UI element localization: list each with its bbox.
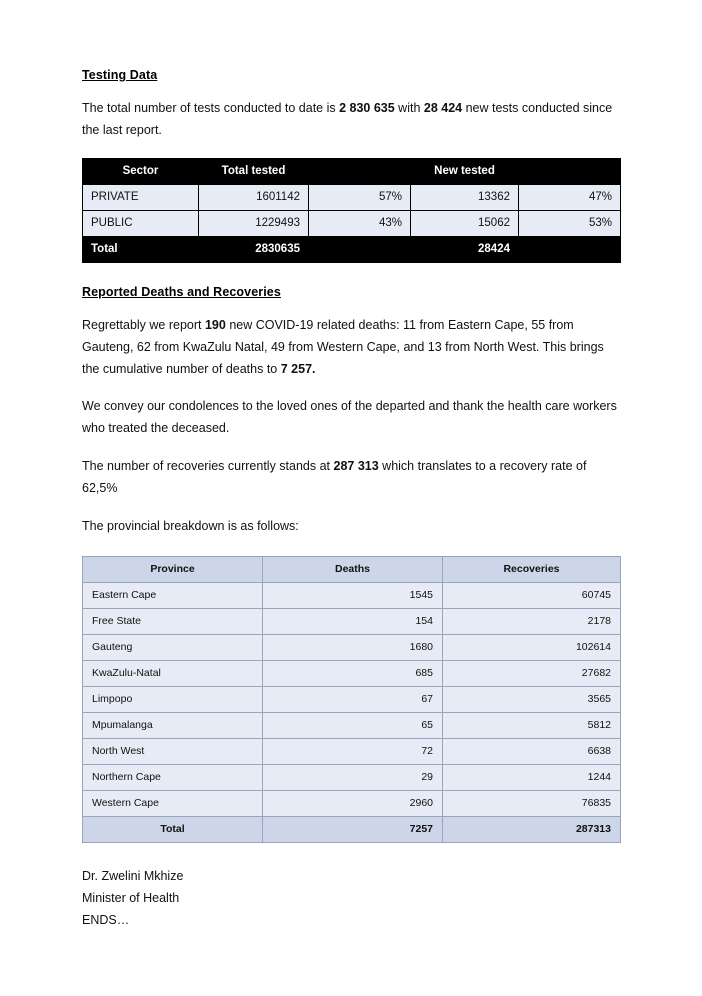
testing-data-table [82, 158, 621, 263]
cell-deaths: 2960 [263, 790, 443, 816]
deaths-paragraph [82, 315, 620, 381]
testing-data-heading: Testing Data [82, 68, 158, 82]
table-row [83, 686, 621, 712]
cell-total-pct: 57% [309, 184, 411, 210]
cell-total-label: Total [83, 816, 263, 842]
cell-recoveries: 60745 [443, 582, 621, 608]
table-row [83, 184, 621, 210]
deaths-recoveries-heading: Reported Deaths and Recoveries [82, 284, 281, 299]
cell-recoveries: 5812 [443, 712, 621, 738]
cell-deaths: 685 [263, 660, 443, 686]
cell-new-tested-sum: 28424 [411, 236, 519, 262]
cell-deaths: 67 [263, 686, 443, 712]
cell-total-tested: 1601142 [199, 184, 309, 210]
table-row [83, 764, 621, 790]
table-row [83, 738, 621, 764]
cell-recoveries: 1244 [443, 764, 621, 790]
table-header-row [83, 158, 621, 184]
condolences-paragraph: We convey our condolences to the loved ones of the departed and thank the health care workers who treated the deceased. [82, 399, 617, 436]
provincial-breakdown-paragraph: The provincial breakdown is as follows: [82, 518, 299, 533]
cell-province: Gauteng [83, 634, 263, 660]
header-sector: Sector [83, 158, 199, 184]
cell-recoveries: 102614 [443, 634, 621, 660]
cell-province: Mpumalanga [83, 712, 263, 738]
table-row [83, 608, 621, 634]
table-row [83, 634, 621, 660]
provincial-breakdown-table [82, 556, 621, 843]
new-deaths-value: 190 [204, 317, 226, 332]
header-total-tested: Total tested [199, 158, 309, 184]
cell-total-tested: 1229493 [199, 210, 309, 236]
cell-province: KwaZulu-Natal [83, 660, 263, 686]
cell-new-tested: 15062 [411, 210, 519, 236]
cell-province: North West [83, 738, 263, 764]
cell-province: Free State [83, 608, 263, 634]
table-header-row [83, 556, 621, 582]
total-tests-value: 2 830 635 [339, 101, 395, 115]
cell-province: Limpopo [83, 686, 263, 712]
cell-recoveries: 76835 [443, 790, 621, 816]
cell-new-tested: 13362 [411, 184, 519, 210]
recoveries-paragraph [82, 456, 620, 500]
deaths-prefix: Regrettably we report [82, 317, 205, 332]
cell-recoveries: 6638 [443, 738, 621, 764]
cell-province: Northern Cape [83, 764, 263, 790]
table-row [83, 582, 621, 608]
new-tests-value: 28 424 [423, 101, 463, 115]
cell-total-deaths: 7257 [263, 816, 443, 842]
cumulative-deaths-value: 7 257. [280, 361, 316, 376]
header-new-tested: New tested [411, 158, 519, 184]
header-recoveries: Recoveries [443, 556, 621, 582]
deaths-mid: new COVID-19 related deaths: 11 from Eastern Cape, 55 from Gauteng, 62 from KwaZulu Natal, 49 from Western Cape, and 13 from North West. This brings the cumulative number of deaths to [82, 317, 604, 376]
cell-recoveries: 27682 [443, 660, 621, 686]
cell-deaths: 29 [263, 764, 443, 790]
table-row [83, 660, 621, 686]
recoveries-suffix: which translates to a recovery rate of 62,5% [82, 459, 587, 495]
signoff-block [82, 865, 620, 932]
testing-intro-paragraph [82, 98, 620, 142]
cell-province: Western Cape [83, 790, 263, 816]
table-total-row [83, 816, 621, 842]
header-province: Province [83, 556, 263, 582]
cell-total-pct: 43% [309, 210, 411, 236]
testing-intro-suffix: new tests conducted since the last report. [82, 101, 613, 137]
cell-total-recoveries: 287313 [443, 816, 621, 842]
cell-sector: PRIVATE [83, 184, 199, 210]
cell-new-pct: 53% [519, 210, 621, 236]
signoff-name: Dr. Zwelini Mkhize [82, 868, 184, 883]
spacer [82, 263, 620, 285]
header-deaths: Deaths [263, 556, 443, 582]
cell-total-label: Total [83, 236, 199, 262]
cell-province: Eastern Cape [83, 582, 263, 608]
testing-intro-prefix: The total number of tests conducted to date is [82, 101, 340, 115]
cell-deaths: 154 [263, 608, 443, 634]
signoff-ends: ENDS… [82, 913, 130, 928]
table-row [83, 790, 621, 816]
cell-new-pct-blank [519, 236, 621, 262]
cell-deaths: 65 [263, 712, 443, 738]
cell-recoveries: 2178 [443, 608, 621, 634]
cell-total-tested-sum: 2830635 [199, 236, 309, 262]
recoveries-value: 287 313 [333, 459, 379, 474]
table-row [83, 210, 621, 236]
cell-sector: PUBLIC [83, 210, 199, 236]
testing-intro-mid: with [394, 101, 424, 115]
signoff-title: Minister of Health [82, 891, 180, 905]
cell-deaths: 72 [263, 738, 443, 764]
cell-total-pct-blank [309, 236, 411, 262]
recoveries-prefix: The number of recoveries currently stands at [82, 459, 334, 474]
header-new-pct [519, 158, 621, 184]
header-total-pct [309, 158, 411, 184]
cell-recoveries: 3565 [443, 686, 621, 712]
cell-deaths: 1680 [263, 634, 443, 660]
table-row [83, 712, 621, 738]
table-total-row [83, 236, 621, 262]
cell-deaths: 1545 [263, 582, 443, 608]
cell-new-pct: 47% [519, 184, 621, 210]
